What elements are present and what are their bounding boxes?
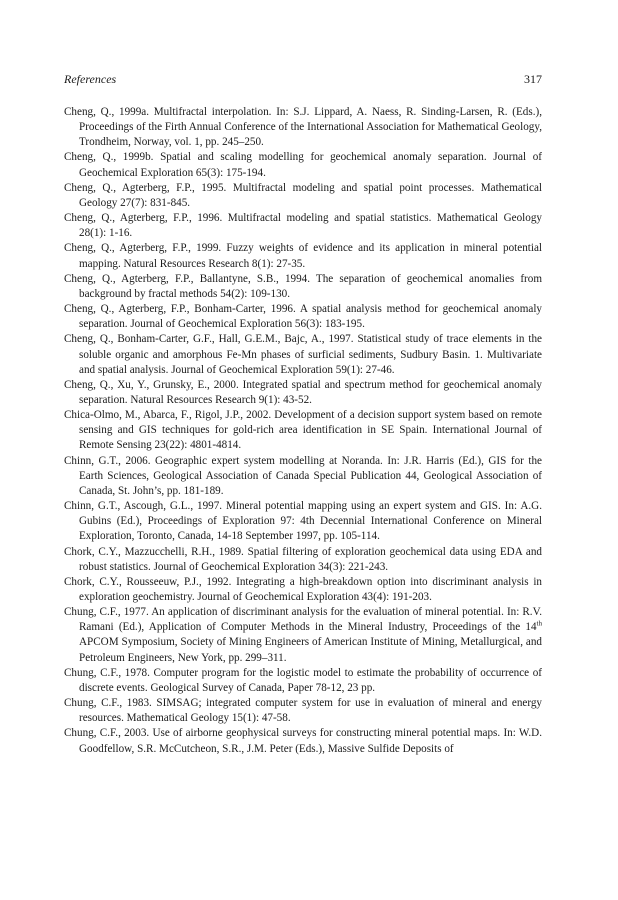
reference-entry: Cheng, Q., Agterberg, F.P., Ballantyne, S.B., 1994. The separation of geochemical anomalies from background by fractal methods 54(2): 109-130. <box>64 272 542 300</box>
reference-entry: Chork, C.Y., Mazzucchelli, R.H., 1989. Spatial filtering of exploration geochemical data using EDA and robust statistics. Journal of Geochemical Exploration 34(3): 221-243. <box>64 545 542 573</box>
reference-entry: Cheng, Q., Agterberg, F.P., 1995. Multifractal modeling and spatial point processes. Mathematical Geology 27(7): 831-845. <box>64 181 542 209</box>
reference-list <box>64 105 542 757</box>
reference-entry: Cheng, Q., 1999b. Spatial and scaling modelling for geochemical anomaly separation. Journal of Geochemical Exploration 65(3): 175-194. <box>64 151 542 179</box>
book-page <box>64 72 542 757</box>
section-title: References <box>64 72 117 86</box>
reference-entry: Cheng, Q., Agterberg, F.P., 1996. Multifractal modeling and spatial statistics. Mathematical Geology 28(1): 1-16. <box>64 212 542 240</box>
reference-entry: Cheng, Q., Agterberg, F.P., 1999. Fuzzy weights of evidence and its application in mineral potential mapping. Natural Resources Research 8(1): 27-35. <box>64 242 542 270</box>
reference-entry: Cheng, Q., Xu, Y., Grunsky, E., 2000. Integrated spatial and spectrum method for geochemical anomaly separation. Natural Resources Research 9(1): 43-52. <box>64 378 542 406</box>
reference-entry: Chinn, G.T., Ascough, G.L., 1997. Mineral potential mapping using an expert system and GIS. In: A.G. Gubins (Ed.), Proceedings of Exploration 97: 4th Decennial International Conference on Mineral Exploration, Toronto, Canada, 14-18 September 1997, pp. 105-114. <box>64 500 542 543</box>
page-number: 317 <box>524 72 542 86</box>
reference-entry: Chork, C.Y., Rousseeuw, P.J., 1992. Integrating a high-breakdown option into discriminant analysis in exploration geochemistry. Journal of Geochemical Exploration 43(4): 191-203. <box>64 575 542 603</box>
reference-entry: Chica-Olmo, M., Abarca, F., Rigol, J.P., 2002. Development of a decision support system based on remote sensing and GIS techniques for gold-rich area identification in SE Spain. International Journal of Remote Sensing 23(22): 4801-4814. <box>64 409 542 452</box>
reference-entry: Chung, C.F., 2003. Use of airborne geophysical surveys for constructing mineral potential maps. In: W.D. Goodfellow, S.R. McCutcheon, S.R., J.M. Peter (Eds.), Massive Sulfide Deposits of <box>64 727 542 755</box>
reference-entry: Cheng, Q., 1999a. Multifractal interpolation. In: S.J. Lippard, A. Naess, R. Sinding-Larsen, R. (Eds.), Proceedings of the Firth Annual Conference of the International Association for Mathematical Geology, Trondheim, Norway, vol. 1, pp. 245–250. <box>64 106 542 149</box>
reference-entry: Cheng, Q., Bonham-Carter, G.F., Hall, G.E.M., Bajc, A., 1997. Statistical study of trace elements in the soluble organic and amorphous Fe-Mn phases of surficial sediments, Sudbury Basin. 1. Multivariate and spatial analysis. Journal of Geochemical Exploration 59(1): 27-46. <box>64 333 542 376</box>
reference-entry: Cheng, Q., Agterberg, F.P., Bonham-Carter, 1996. A spatial analysis method for geochemical anomaly separation. Journal of Geochemical Exploration 56(3): 183-195. <box>64 303 542 331</box>
running-header <box>64 72 542 87</box>
superscript: th <box>536 619 542 628</box>
reference-entry: Chinn, G.T., 2006. Geographic expert system modelling at Noranda. In: J.R. Harris (Ed.), GIS for the Earth Sciences, Geological Association of Canada Special Publication 44, Geological Association of Canada, St. John’s, pp. 181-189. <box>64 454 542 497</box>
reference-entry: Chung, C.F., 1983. SIMSAG; integrated computer system for use in evaluation of mineral and energy resources. Mathematical Geology 15(1): 47-58. <box>64 697 542 725</box>
reference-entry: Chung, C.F., 1977. An application of discriminant analysis for the evaluation of mineral potential. In: R.V. Ramani (Ed.), Application of Computer Methods in the Mineral Industry, Proceedings of the 14th APCOM Symposium, Society of Mining Engineers of American Institute of Mining, Metallurgical, and Petroleum Engineers, New York, pp. 299–311. <box>64 606 542 664</box>
reference-entry: Chung, C.F., 1978. Computer program for the logistic model to estimate the probability of occurrence of discrete events. Geological Survey of Canada, Paper 78-12, 23 pp. <box>64 666 542 694</box>
